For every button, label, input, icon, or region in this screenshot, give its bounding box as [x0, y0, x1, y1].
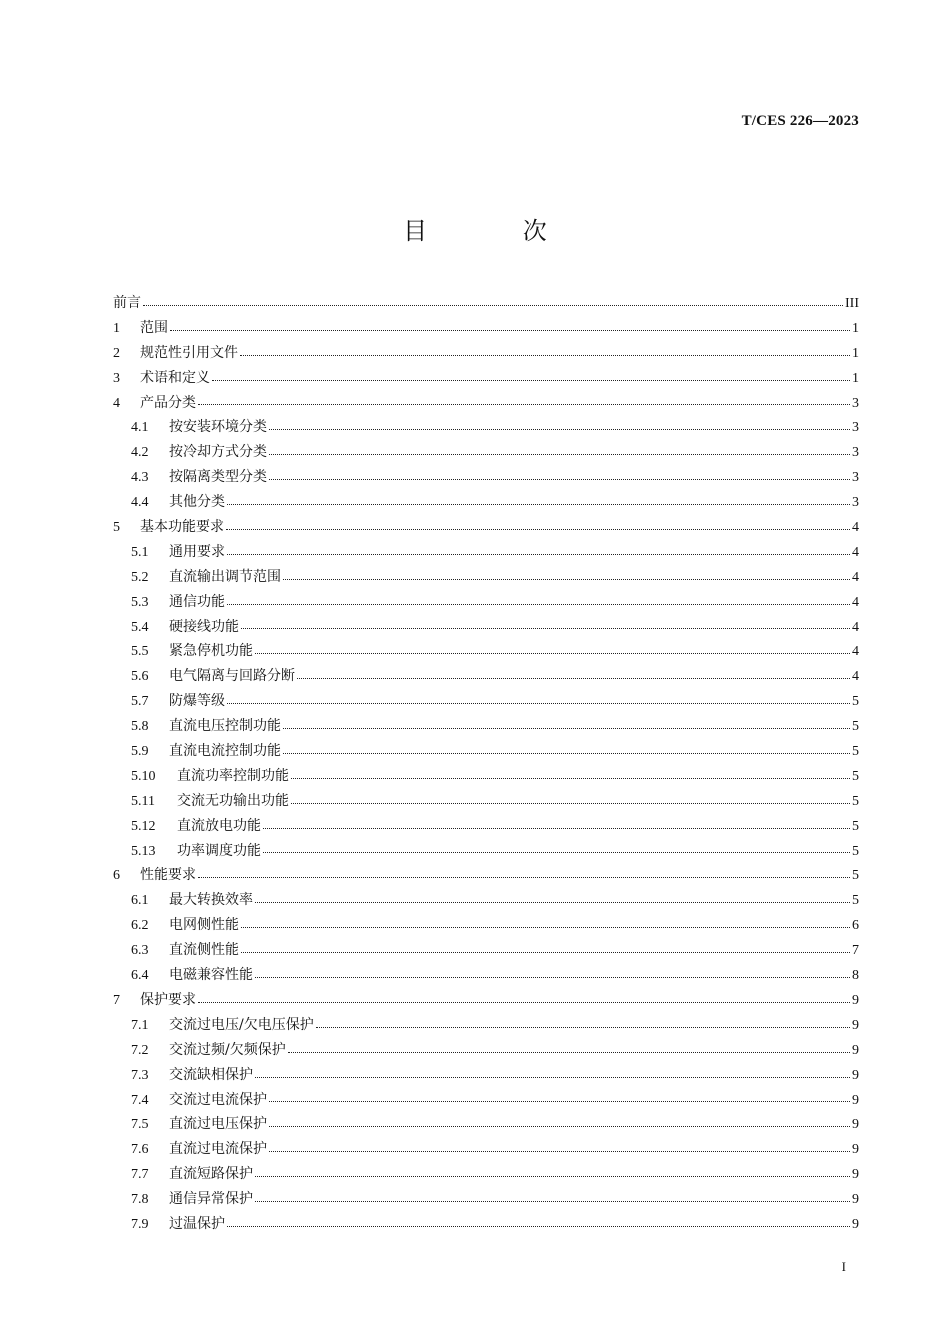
toc-entry[interactable]	[113, 415, 859, 440]
toc-entry-number: 3	[113, 370, 120, 386]
toc-entry-number: 7.1	[131, 1017, 149, 1033]
toc-entry-page: 9	[852, 1142, 859, 1158]
toc-entry[interactable]	[113, 366, 859, 391]
toc-entry-number: 5.12	[131, 818, 156, 834]
toc-dot-leader	[227, 604, 850, 605]
toc-entry[interactable]	[113, 689, 859, 714]
toc-entry[interactable]	[113, 963, 859, 988]
toc-entry-page: 4	[852, 520, 859, 536]
toc-entry-label: 硬接线功能	[169, 618, 239, 635]
toc-entry-number: 6.1	[131, 893, 149, 909]
toc-entry-number: 6.3	[131, 943, 149, 959]
toc-dot-leader	[291, 778, 850, 779]
toc-entry-page: 9	[852, 1192, 859, 1208]
toc-entry[interactable]	[113, 814, 859, 839]
toc-entry-label: 通信异常保护	[169, 1191, 253, 1208]
toc-entry-number: 5.11	[131, 793, 155, 809]
toc-entry[interactable]	[113, 739, 859, 764]
toc-entry-label: 直流过电压保护	[169, 1116, 267, 1133]
toc-entry[interactable]	[113, 465, 859, 490]
toc-dot-leader	[269, 454, 850, 455]
toc-dot-leader	[283, 728, 850, 729]
toc-entry-page: 5	[852, 793, 859, 809]
toc-entry[interactable]	[113, 540, 859, 565]
toc-entry-page: 9	[852, 992, 859, 1008]
toc-entry[interactable]	[113, 1088, 859, 1113]
toc-entry[interactable]	[113, 615, 859, 640]
toc-entry-label: 交流过电流保护	[169, 1091, 267, 1108]
toc-entry-number: 4.1	[131, 420, 149, 436]
toc-entry-page: 4	[852, 669, 859, 685]
toc-entry[interactable]	[113, 1212, 859, 1237]
toc-entry-page: 5	[852, 818, 859, 834]
toc-entry-page: 4	[852, 544, 859, 560]
toc-entry[interactable]	[113, 590, 859, 615]
toc-title: 目 次	[403, 217, 591, 245]
toc-entry[interactable]	[113, 863, 859, 888]
toc-entry-page: 4	[852, 594, 859, 610]
toc-entry-page: 3	[852, 470, 859, 486]
toc-entry-page: 7	[852, 943, 859, 959]
toc-entry[interactable]	[113, 316, 859, 341]
toc-entry[interactable]	[113, 1187, 859, 1212]
toc-entry-page: 5	[852, 893, 859, 909]
toc-entry-label: 产品分类	[140, 394, 196, 411]
toc-entry-label: 直流输出调节范围	[169, 568, 281, 585]
toc-dot-leader	[255, 1201, 850, 1202]
toc-entry-page: 3	[852, 395, 859, 411]
toc-dot-leader	[198, 1002, 850, 1003]
toc-entry[interactable]	[113, 1162, 859, 1187]
toc-entry[interactable]	[113, 440, 859, 465]
toc-entry-number: 5.2	[131, 569, 149, 585]
toc-dot-leader	[269, 1101, 850, 1102]
toc-entry-page: 5	[852, 719, 859, 735]
toc-entry-label: 基本功能要求	[140, 519, 224, 536]
toc-entry-number: 7.3	[131, 1067, 149, 1083]
toc-entry-page: 9	[852, 1216, 859, 1232]
toc-entry-number: 7.8	[131, 1192, 149, 1208]
toc-entry-number: 5.7	[131, 694, 149, 710]
toc-entry-label: 直流功率控制功能	[177, 767, 289, 784]
toc-entry-number: 5.9	[131, 744, 149, 760]
toc-entry-page: 1	[852, 345, 859, 361]
toc-dot-leader	[227, 1226, 850, 1227]
toc-dot-leader	[269, 1151, 850, 1152]
toc-entry-label: 按冷却方式分类	[169, 444, 267, 461]
toc-entry-label: 前言	[113, 295, 141, 311]
toc-entry-page: 3	[852, 445, 859, 461]
toc-entry[interactable]	[113, 764, 859, 789]
toc-dot-leader	[241, 952, 850, 953]
toc-dot-leader	[283, 753, 850, 754]
toc-dot-leader	[198, 404, 850, 405]
toc-entry-label: 按隔离类型分类	[169, 469, 267, 486]
toc-entry-page: 5	[852, 768, 859, 784]
toc-entry-number: 1	[113, 320, 120, 336]
toc-dot-leader	[212, 380, 850, 381]
toc-dot-leader	[269, 1126, 850, 1127]
toc-dot-leader	[170, 330, 850, 331]
toc-entry-page: 4	[852, 619, 859, 635]
toc-dot-leader	[269, 479, 850, 480]
toc-entry-page: 9	[852, 1067, 859, 1083]
toc-entry-number: 6.4	[131, 968, 149, 984]
toc-entry-number: 4	[113, 395, 120, 411]
toc-dot-leader	[240, 355, 850, 356]
toc-entry-label: 过温保护	[169, 1215, 225, 1232]
toc-entry[interactable]	[113, 1112, 859, 1137]
toc-entry-label: 电网侧性能	[169, 917, 239, 934]
toc-entry-page: 8	[852, 968, 859, 984]
toc-entry-label: 电磁兼容性能	[169, 967, 253, 984]
toc-dot-leader	[227, 554, 850, 555]
toc-dot-leader	[263, 852, 850, 853]
toc-entry-number: 7	[113, 992, 120, 1008]
toc-dot-leader	[269, 429, 850, 430]
toc-entry-label: 直流电流控制功能	[169, 743, 281, 760]
toc-dot-leader	[297, 678, 850, 679]
toc-entry-page: 3	[852, 495, 859, 511]
toc-dot-leader	[263, 828, 850, 829]
toc-entry-number: 7.7	[131, 1167, 149, 1183]
toc-entry-label: 交流缺相保护	[169, 1066, 253, 1083]
toc-entry-number: 5.13	[131, 843, 156, 859]
toc-entry-page: 1	[852, 370, 859, 386]
toc-dot-leader	[288, 1052, 850, 1053]
toc-entry-number: 5.1	[131, 544, 149, 560]
toc-entry-number: 7.6	[131, 1142, 149, 1158]
toc-entry-page: 5	[852, 694, 859, 710]
toc-entry-page: 1	[852, 320, 859, 336]
toc-entry-page: 9	[852, 1042, 859, 1058]
toc-entry[interactable]	[113, 1137, 859, 1162]
toc-entry[interactable]	[113, 565, 859, 590]
toc-dot-leader	[255, 1176, 850, 1177]
toc-entry-label: 直流放电功能	[177, 817, 261, 834]
toc-entry-page: 5	[852, 868, 859, 884]
toc-entry-label: 其他分类	[169, 494, 225, 511]
toc-entry-number: 5.5	[131, 644, 149, 660]
toc-entry-label: 防爆等级	[169, 693, 225, 710]
toc-entry-label: 保护要求	[140, 991, 196, 1008]
toc-entry-label: 通信功能	[169, 593, 225, 610]
toc-entry-number: 5.3	[131, 594, 149, 610]
toc-dot-leader	[241, 927, 850, 928]
toc-entry-number: 5.4	[131, 619, 149, 635]
toc-entry-label: 交流过频/欠频保护	[169, 1041, 286, 1058]
toc-entry[interactable]	[113, 1063, 859, 1088]
toc-entry-number: 7.4	[131, 1092, 149, 1108]
toc-entry-number: 7.2	[131, 1042, 149, 1058]
toc-entry-label: 功率调度功能	[177, 842, 261, 859]
toc-entry-label: 交流过电压/欠电压保护	[169, 1016, 314, 1033]
toc-entry-number: 4.4	[131, 495, 149, 511]
toc-dot-leader	[283, 579, 850, 580]
toc-entry[interactable]	[113, 515, 859, 540]
toc-entry[interactable]	[113, 789, 859, 814]
toc-entry-label: 通用要求	[169, 543, 225, 560]
toc-entry-label: 最大转换效率	[169, 892, 253, 909]
toc-dot-leader	[255, 977, 850, 978]
toc-entry-label: 术语和定义	[140, 369, 210, 386]
toc-dot-leader	[143, 305, 843, 306]
toc-entry-page: III	[845, 296, 859, 311]
toc-entry-page: 6	[852, 918, 859, 934]
toc-entry-number: 6	[113, 868, 120, 884]
table-of-contents	[113, 291, 859, 1237]
toc-dot-leader	[255, 1077, 850, 1078]
toc-entry-number: 5	[113, 520, 120, 536]
toc-dot-leader	[227, 703, 850, 704]
toc-entry-label: 紧急停机功能	[169, 643, 253, 660]
toc-entry[interactable]	[113, 988, 859, 1013]
toc-entry-page: 5	[852, 843, 859, 859]
toc-entry[interactable]	[113, 664, 859, 689]
toc-entry-number: 5.6	[131, 669, 149, 685]
toc-entry[interactable]	[113, 639, 859, 664]
toc-entry[interactable]	[113, 888, 859, 913]
toc-entry-page: 4	[852, 569, 859, 585]
toc-entry[interactable]	[113, 839, 859, 864]
toc-entry[interactable]	[113, 391, 859, 416]
toc-entry-number: 6.2	[131, 918, 149, 934]
toc-dot-leader	[227, 504, 850, 505]
toc-entry-label: 直流短路保护	[169, 1166, 253, 1183]
toc-entry-number: 5.10	[131, 768, 156, 784]
toc-entry-page: 9	[852, 1092, 859, 1108]
toc-entry-label: 电气隔离与回路分断	[169, 668, 295, 685]
toc-entry-page: 5	[852, 744, 859, 760]
toc-entry-label: 规范性引用文件	[140, 344, 238, 361]
toc-entry-number: 5.8	[131, 719, 149, 735]
toc-dot-leader	[255, 902, 850, 903]
toc-entry-page: 9	[852, 1167, 859, 1183]
toc-entry-label: 直流侧性能	[169, 942, 239, 959]
toc-entry[interactable]	[113, 291, 859, 316]
toc-dot-leader	[198, 877, 850, 878]
toc-entry-page: 3	[852, 420, 859, 436]
toc-dot-leader	[226, 529, 850, 530]
toc-entry[interactable]	[113, 1013, 859, 1038]
toc-entry[interactable]	[113, 913, 859, 938]
toc-entry[interactable]	[113, 341, 859, 366]
toc-entry-label: 交流无功输出功能	[177, 792, 289, 809]
toc-dot-leader	[255, 653, 850, 654]
standard-code: T/CES 226—2023	[741, 113, 859, 129]
toc-entry[interactable]	[113, 938, 859, 963]
toc-entry-number: 7.9	[131, 1216, 149, 1232]
page-number: I	[841, 1259, 846, 1274]
toc-entry-label: 按安装环境分类	[169, 419, 267, 436]
toc-entry-label: 性能要求	[140, 867, 196, 884]
toc-dot-leader	[241, 628, 850, 629]
toc-entry[interactable]	[113, 714, 859, 739]
toc-entry-label: 直流电压控制功能	[169, 718, 281, 735]
toc-entry-label: 范围	[140, 319, 168, 336]
toc-entry[interactable]	[113, 1038, 859, 1063]
toc-entry-label: 直流过电流保护	[169, 1141, 267, 1158]
toc-entry-number: 4.2	[131, 445, 149, 461]
toc-entry-page: 9	[852, 1017, 859, 1033]
toc-entry-page: 9	[852, 1117, 859, 1133]
toc-entry-number: 4.3	[131, 470, 149, 486]
toc-entry[interactable]	[113, 490, 859, 515]
toc-dot-leader	[291, 803, 850, 804]
toc-entry-number: 2	[113, 345, 120, 361]
toc-dot-leader	[316, 1027, 850, 1028]
toc-entry-page: 4	[852, 644, 859, 660]
toc-entry-number: 7.5	[131, 1117, 149, 1133]
